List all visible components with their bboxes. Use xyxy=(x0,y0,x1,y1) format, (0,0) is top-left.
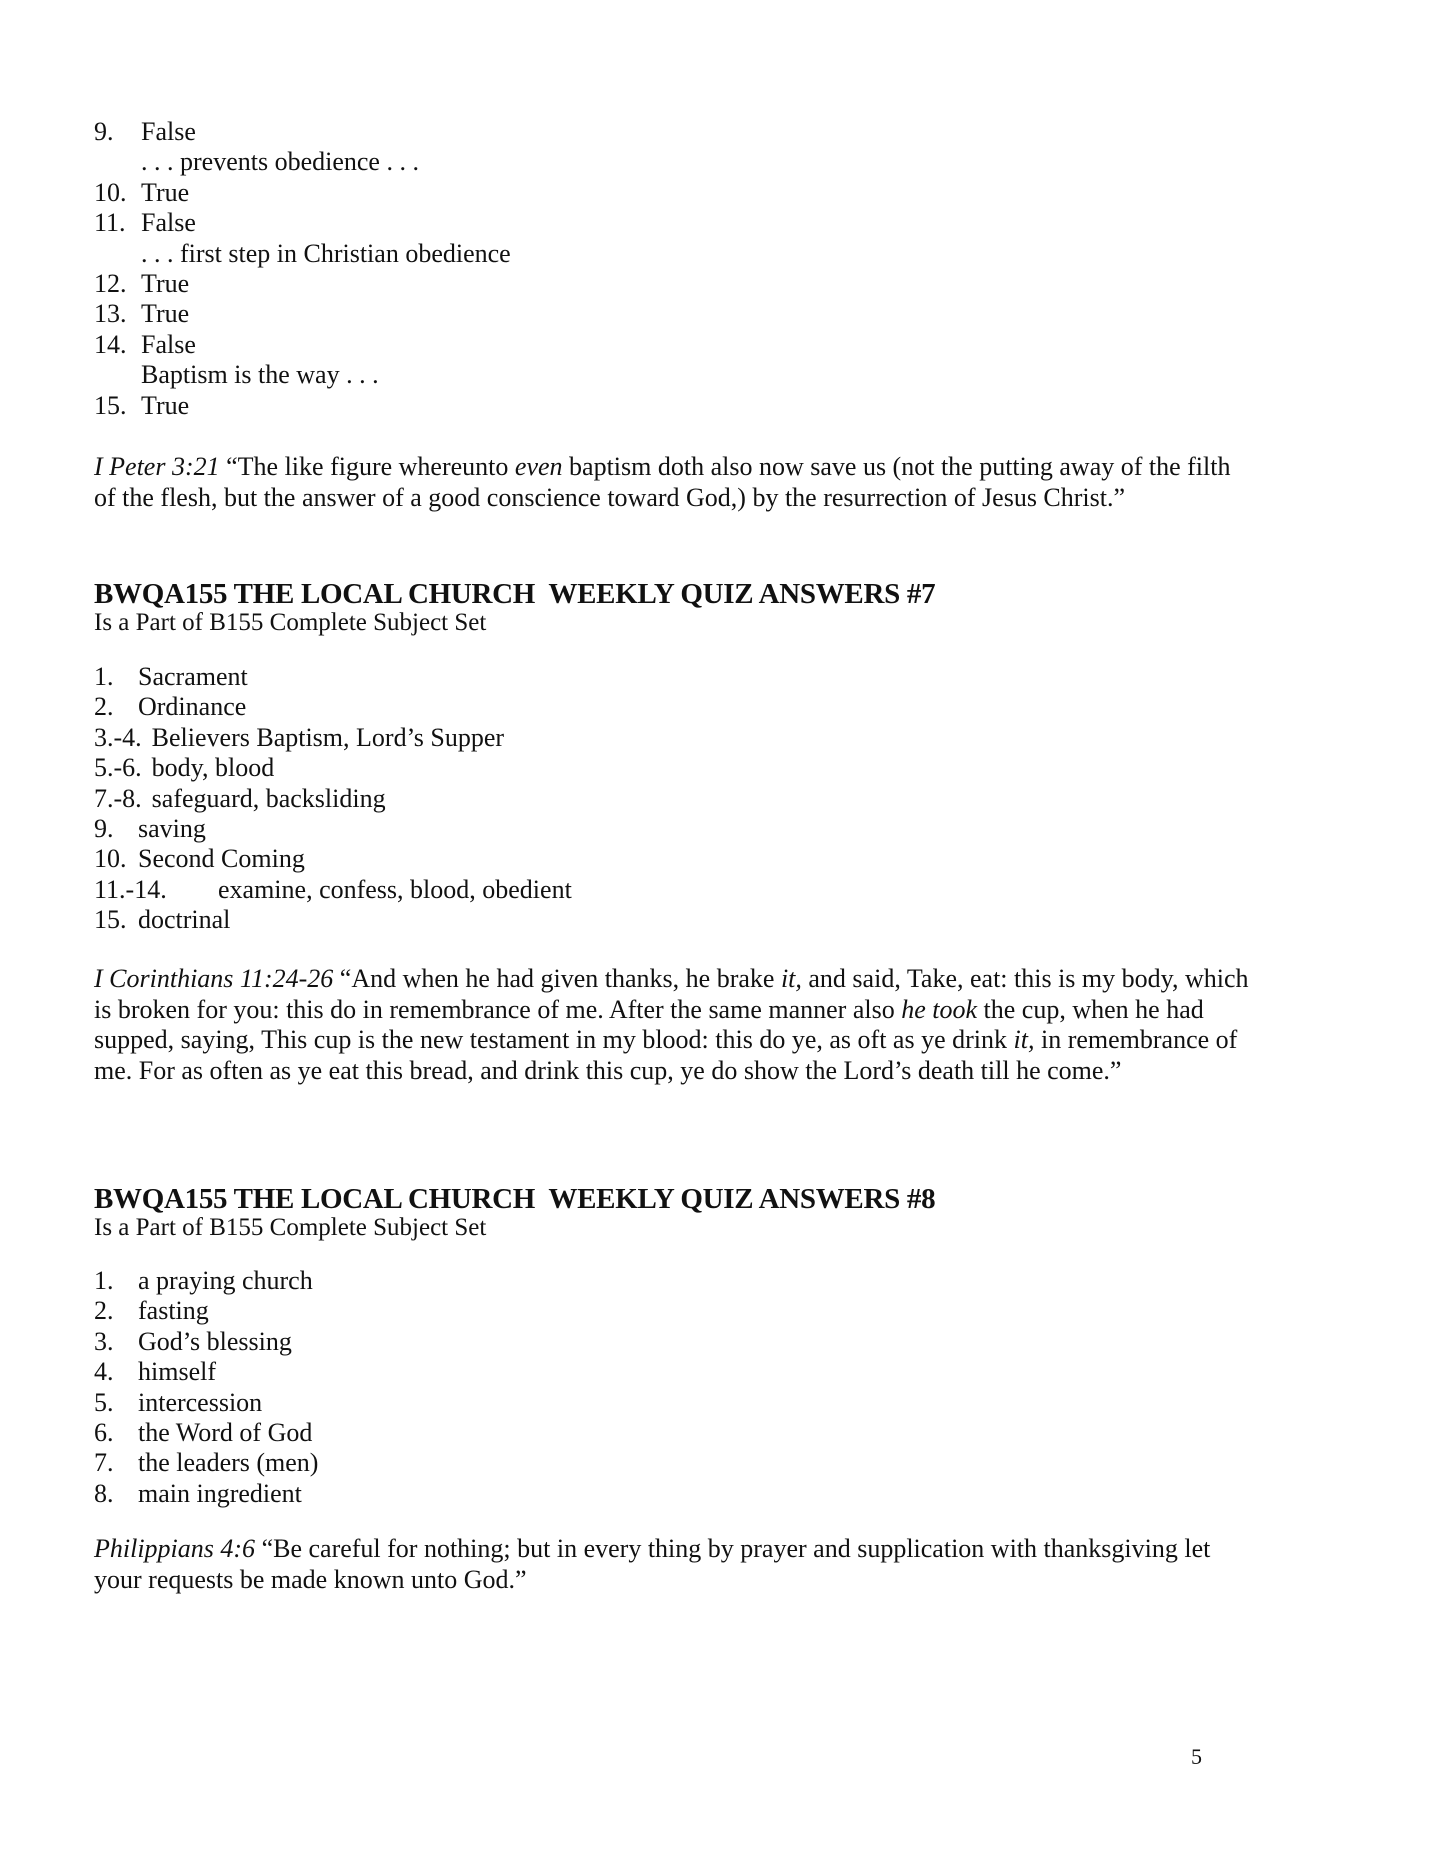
verse-reference: I Peter 3:21 xyxy=(94,452,220,481)
item-number: 9. xyxy=(94,814,114,844)
verse-italic-word: it, xyxy=(780,964,802,993)
item-answer: doctrinal xyxy=(138,905,231,935)
item-answer: body, blood xyxy=(151,753,275,783)
item-answer: examine, confess, blood, obedient xyxy=(218,874,572,904)
list-item xyxy=(94,784,572,814)
item-answer: True xyxy=(141,299,190,329)
item-number: 11.-14. xyxy=(94,874,167,904)
item-number: 3.-4. xyxy=(94,722,142,752)
item-number: 9. xyxy=(94,117,114,146)
item-answer: intercession xyxy=(138,1387,263,1417)
list-item xyxy=(94,1327,318,1357)
item-number: 5.-6. xyxy=(94,753,142,783)
item-number: 14. xyxy=(94,329,127,359)
item-answer: saving xyxy=(138,814,206,844)
verse-reference: I Corinthians 11:24-26 xyxy=(94,964,334,993)
list-item xyxy=(94,905,572,935)
item-answer: safeguard, backsliding xyxy=(151,783,386,813)
item-number: 4. xyxy=(94,1357,114,1387)
list-item xyxy=(94,844,572,874)
item-number: 2. xyxy=(94,692,114,722)
answer-list xyxy=(94,662,572,936)
item-answer: Ordinance xyxy=(138,692,247,722)
verse-italic-word: he took xyxy=(901,994,978,1024)
verse-text: “Be careful for nothing; but in every thing by prayer and supplication with thanksgiving let your requests be made known unto God.” xyxy=(94,1534,1211,1594)
verse-text: “The like figure whereunto xyxy=(219,452,515,481)
list-item xyxy=(94,814,572,844)
item-number: 3. xyxy=(94,1326,114,1356)
page-number: 5 xyxy=(1191,1744,1202,1769)
list-item xyxy=(94,1388,318,1418)
continued-answer-list xyxy=(94,117,511,421)
list-item xyxy=(94,662,572,692)
section-heading: BWQA155 THE LOCAL CHURCH WEEKLY QUIZ ANSWERS #7 xyxy=(94,578,936,610)
verse-text: “And when he had given thanks, he brake xyxy=(333,964,781,993)
item-note: . . . first step in Christian obedience xyxy=(141,238,511,268)
item-answer: God’s blessing xyxy=(138,1326,292,1356)
item-answer: main ingredient xyxy=(138,1478,302,1508)
verse-text: baptism doth also now save us (not the putting away of the filth of the flesh, but the answer of a good conscience toward God,) by the resurrection of Jesus Christ.” xyxy=(94,452,1231,512)
list-item xyxy=(94,269,511,299)
item-answer: Sacrament xyxy=(138,662,248,691)
item-answer: Second Coming xyxy=(138,844,305,874)
item-number: 6. xyxy=(94,1418,114,1448)
list-item xyxy=(94,1266,318,1296)
item-number: 1. xyxy=(94,1266,114,1295)
list-item xyxy=(94,1296,318,1326)
item-number: 11. xyxy=(94,208,126,238)
verse-italic-word: it, xyxy=(1013,1025,1035,1054)
item-answer: the leaders (men) xyxy=(138,1448,319,1478)
item-number: 8. xyxy=(94,1478,114,1508)
verse-text: and said, Take, eat: this is my body, which is broken for you: this do in remembrance of me. After the same manner also xyxy=(94,964,1249,1024)
item-answer: True xyxy=(141,390,190,420)
scripture-verse xyxy=(94,452,1254,513)
item-number: 2. xyxy=(94,1296,114,1326)
item-note: . . . prevents obedience . . . xyxy=(141,147,419,177)
list-item xyxy=(94,208,511,238)
item-answer: False xyxy=(141,329,196,359)
list-item xyxy=(94,330,511,360)
item-note: Baptism is the way . . . xyxy=(141,360,379,390)
list-item xyxy=(94,723,572,753)
item-answer: False xyxy=(141,208,196,238)
list-item xyxy=(94,117,511,147)
list-item xyxy=(94,1479,318,1509)
section-heading: BWQA155 THE LOCAL CHURCH WEEKLY QUIZ ANSWERS #8 xyxy=(94,1183,936,1215)
item-number: 7. xyxy=(94,1448,114,1478)
list-item xyxy=(94,299,511,329)
verse-reference: Philippians 4:6 xyxy=(94,1534,256,1563)
verse-text: the cup, when he had supped, saying, This cup is the new testament in my blood: this do ye, as oft as ye drink xyxy=(94,994,1204,1054)
item-answer: himself xyxy=(138,1357,216,1387)
item-number: 5. xyxy=(94,1387,114,1417)
item-answer: True xyxy=(141,269,190,299)
list-item xyxy=(94,178,511,208)
item-answer: True xyxy=(141,177,190,207)
item-answer: fasting xyxy=(138,1296,209,1326)
item-answer: the Word of God xyxy=(138,1418,313,1448)
list-item xyxy=(94,391,511,421)
item-number: 13. xyxy=(94,299,127,329)
item-number: 10. xyxy=(94,844,127,874)
list-item xyxy=(94,692,572,722)
item-number: 12. xyxy=(94,269,127,299)
item-number: 7.-8. xyxy=(94,783,142,813)
list-item xyxy=(94,753,572,783)
section-subtitle: Is a Part of B155 Complete Subject Set xyxy=(94,609,487,636)
verse-text: in remembrance of me. For as often as ye eat this bread, and drink this cup, ye do show the Lord’s death till he come.” xyxy=(94,1025,1238,1085)
list-item xyxy=(94,1418,318,1448)
item-number: 15. xyxy=(94,390,127,420)
item-number: 1. xyxy=(94,662,114,691)
list-item xyxy=(94,875,572,905)
answer-list xyxy=(94,1266,318,1509)
item-answer: Believers Baptism, Lord’s Supper xyxy=(151,722,505,752)
list-item xyxy=(94,1448,318,1478)
section-subtitle: Is a Part of B155 Complete Subject Set xyxy=(94,1214,487,1241)
scripture-verse xyxy=(94,1534,1254,1595)
item-number: 15. xyxy=(94,905,127,935)
list-item xyxy=(94,1357,318,1387)
item-answer: a praying church xyxy=(138,1266,313,1295)
item-answer: False xyxy=(141,117,196,146)
scripture-verse xyxy=(94,964,1254,1086)
verse-italic-word: even xyxy=(514,452,563,481)
item-number: 10. xyxy=(94,177,127,207)
